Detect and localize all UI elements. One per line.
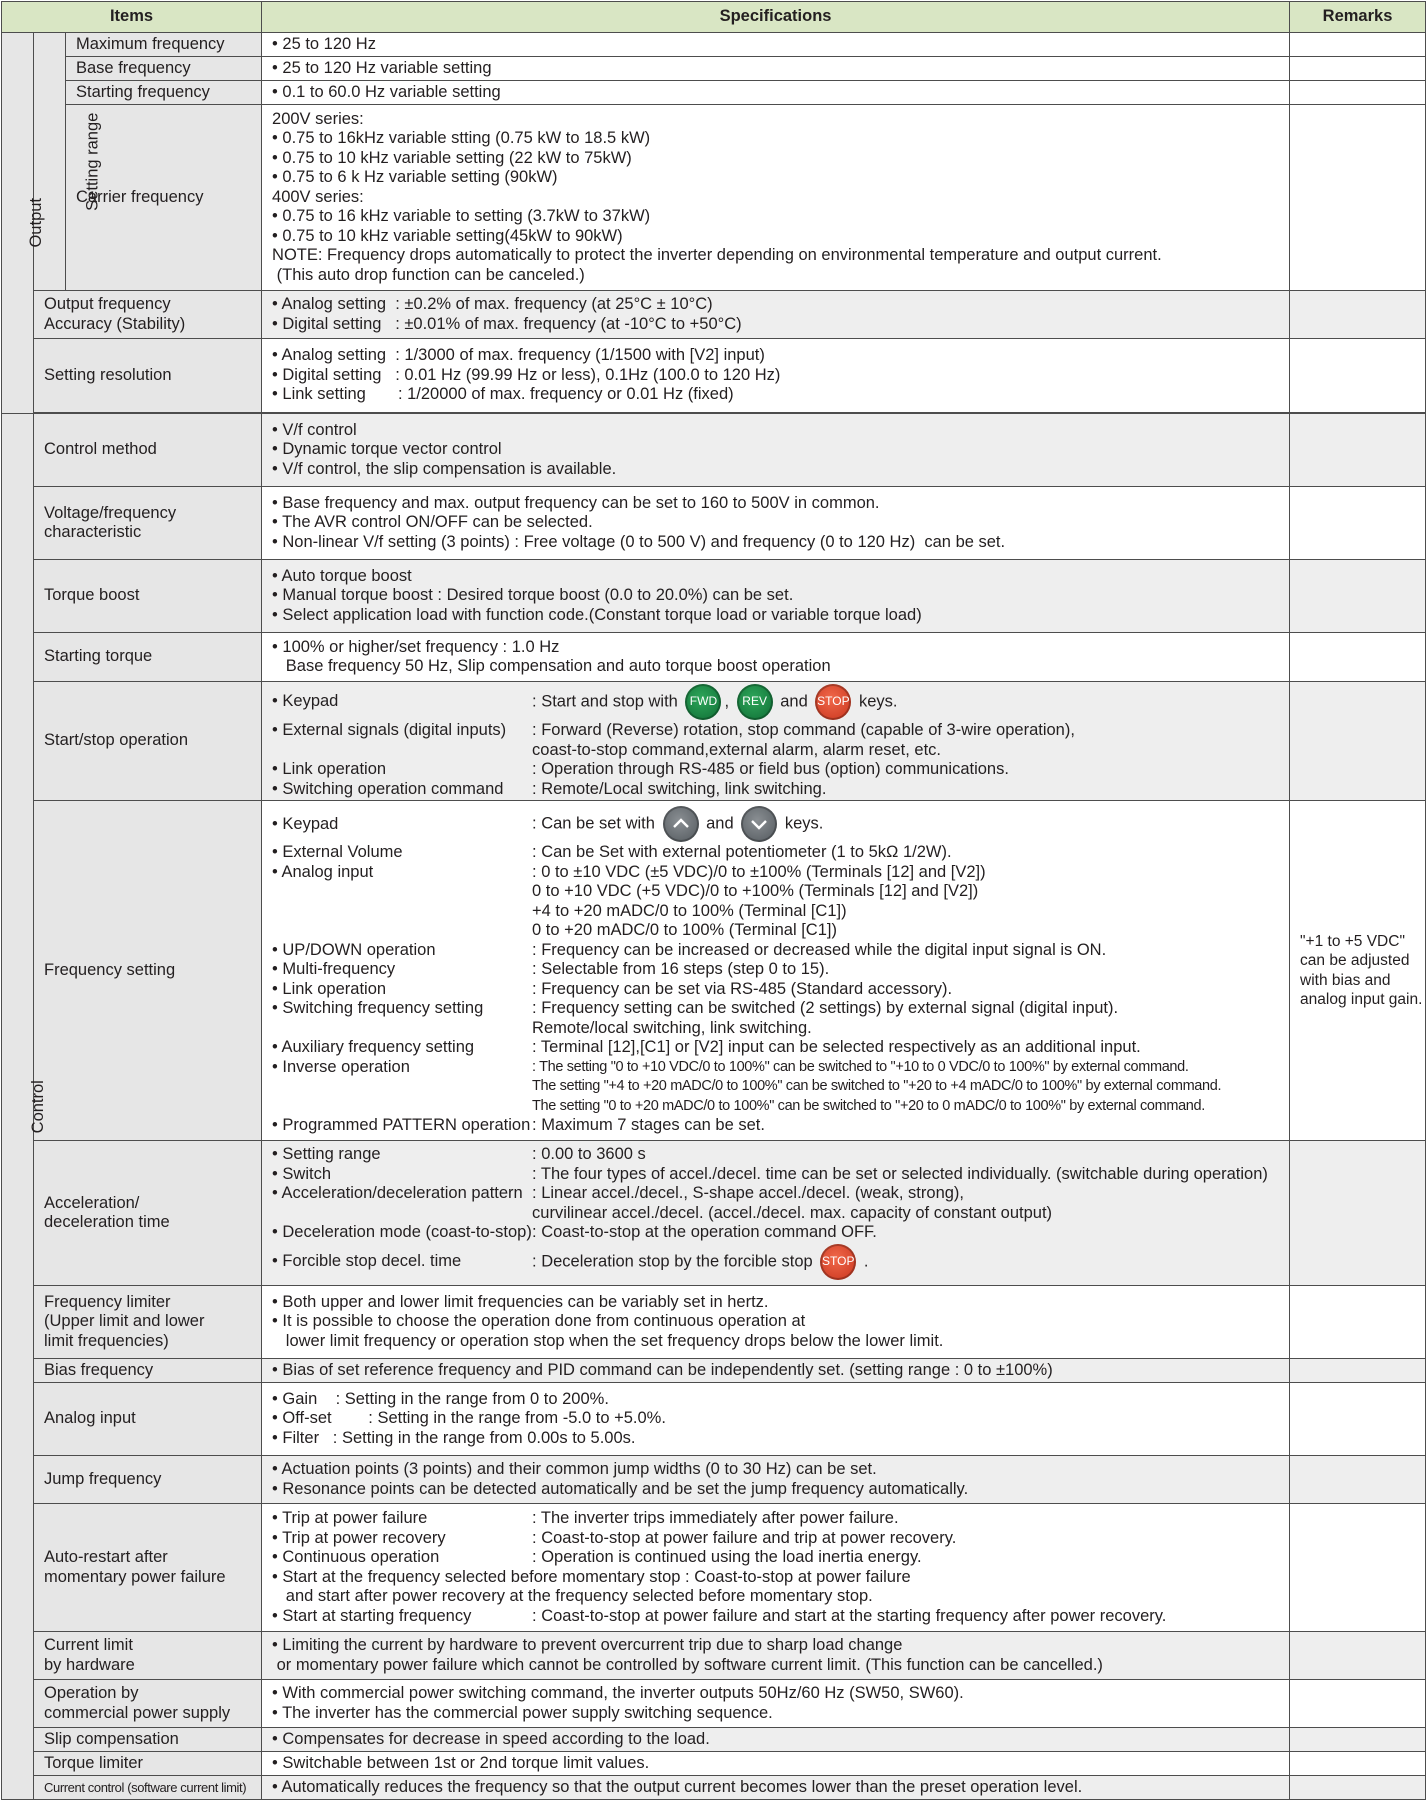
item-line: Output frequency bbox=[44, 295, 171, 313]
table-row bbox=[2, 1728, 1426, 1752]
up-arrow-icon bbox=[663, 806, 699, 842]
remark-cell bbox=[1290, 105, 1426, 291]
remark-cell bbox=[1290, 1456, 1426, 1504]
item-output-frequency-accuracy bbox=[34, 291, 262, 339]
spec-line: • 25 to 120 Hz bbox=[272, 34, 376, 53]
item-base-frequency: Base frequency bbox=[66, 57, 262, 81]
pair-value: coast-to-stop command,external alarm, alarm reset, etc. bbox=[532, 740, 942, 759]
spec-line: • Compensates for decrease in speed according to the load. bbox=[272, 1729, 710, 1748]
spec-line: • Both upper and lower limit frequencies can be variably set in hertz. bbox=[272, 1292, 769, 1311]
item-jump-frequency: Jump frequency bbox=[34, 1456, 262, 1504]
spec-line: and start after power recovery at the frequency selected before momentary stop. bbox=[272, 1587, 873, 1605]
remark-cell bbox=[1290, 1728, 1426, 1752]
spec-line: • 0.1 to 60.0 Hz variable setting bbox=[272, 82, 501, 101]
spec-line: • Off-set : Setting in the range from -5.0 to +5.0%. bbox=[272, 1409, 666, 1428]
spec-starting-frequency bbox=[262, 81, 1290, 105]
keypad-text: and bbox=[780, 692, 808, 711]
pair-key: • Continuous operation bbox=[272, 1548, 440, 1566]
pair-key: • Analog input bbox=[272, 862, 374, 881]
spec-line: 400V series: bbox=[272, 187, 364, 206]
item-line: Accuracy (Stability) bbox=[44, 314, 186, 333]
pair-row bbox=[272, 760, 1279, 780]
pair-value: : Operation is continued using the load inertia energy. bbox=[532, 1548, 922, 1566]
item-line: momentary power failure bbox=[44, 1567, 226, 1586]
spec-line: • Automatically reduces the frequency so that the output current becomes lower than the preset operation level. bbox=[272, 1777, 1083, 1796]
spec-line: • 0.75 to 10 kHz variable setting(45kW to 90kW) bbox=[272, 226, 623, 245]
pair-key: • External signals (digital inputs) bbox=[272, 721, 507, 739]
pair-row bbox=[272, 863, 1279, 883]
remark-line: analog input gain. bbox=[1300, 991, 1423, 1008]
group-control-label: Control bbox=[28, 1079, 47, 1134]
spec-bias-frequency bbox=[262, 1359, 1290, 1383]
item-line: Auto-restart after bbox=[44, 1548, 168, 1566]
spec-slip-compensation bbox=[262, 1728, 1290, 1752]
spec-line: NOTE: Frequency drops automatically to protect the inverter depending on environmental temperature and output current. bbox=[272, 246, 1162, 265]
pair-key: • Inverse operation bbox=[272, 1057, 410, 1076]
spec-current-control-software bbox=[262, 1776, 1290, 1800]
spec-line: • Bias of set reference frequency and PID command can be independently set. (setting range : 0 to ±100%) bbox=[272, 1360, 1053, 1379]
pair-value: : Maximum 7 stages can be set. bbox=[532, 1116, 765, 1135]
pair-row bbox=[272, 1184, 1279, 1204]
subgroup-setting-range bbox=[34, 33, 102, 291]
table-row bbox=[2, 105, 1426, 291]
keypad-text: : Start and stop with bbox=[532, 692, 678, 711]
pair-key: • External Volume bbox=[272, 843, 403, 862]
remark-cell bbox=[1290, 682, 1426, 801]
spec-auto-restart bbox=[262, 1504, 1290, 1632]
spec-carrier-frequency bbox=[262, 105, 1290, 291]
pair-value: : The setting "0 to +10 VDC/0 to 100%" can be switched to "+10 to 0 VDC/0 to 100%" by external command. bbox=[532, 1058, 1189, 1075]
item-maximum-frequency: Maximum frequency bbox=[66, 33, 262, 57]
item-line: Current limit bbox=[44, 1636, 133, 1654]
spec-frequency-setting bbox=[262, 801, 1290, 1141]
table-row bbox=[2, 1776, 1426, 1800]
pair-value: : Coast-to-stop at power failure and start at the starting frequency after power recovery. bbox=[532, 1606, 1167, 1625]
pair-row bbox=[272, 1548, 1279, 1568]
spec-line: • Gain : Setting in the range from 0 to 200%. bbox=[272, 1389, 609, 1408]
spec-line: • Digital setting : 0.01 Hz (99.99 Hz or less), 0.1Hz (100.0 to 120 Hz) bbox=[272, 365, 781, 384]
keypad-line bbox=[272, 805, 1279, 843]
pair-value: : The inverter trips immediately after power failure. bbox=[532, 1509, 899, 1527]
spec-line: or momentary power failure which cannot be controlled by software current limit. (This function can be cancelled.) bbox=[272, 1655, 1103, 1674]
pair-value: : Frequency can be increased or decreased while the digital input signal is ON. bbox=[532, 940, 1107, 959]
item-current-limit-hardware bbox=[34, 1632, 262, 1680]
table-row bbox=[2, 81, 1426, 105]
remark-cell bbox=[1290, 57, 1426, 81]
remark-cell bbox=[1290, 1632, 1426, 1680]
remark-line: "+1 to +5 VDC" bbox=[1300, 932, 1405, 950]
remark-cell bbox=[1290, 1680, 1426, 1728]
item-slip-compensation: Slip compensation bbox=[34, 1728, 262, 1752]
table-row bbox=[2, 1632, 1426, 1680]
spec-line: • Base frequency and max. output frequency can be set to 160 to 500V in common. bbox=[272, 493, 880, 512]
spec-line: • Start at the frequency selected before momentary stop : Coast-to-stop at power failure bbox=[272, 1567, 911, 1586]
remark-line: with bias and bbox=[1300, 971, 1391, 989]
table-row bbox=[2, 1383, 1426, 1456]
forcible-text: : Deceleration stop by the forcible stop bbox=[532, 1252, 813, 1271]
spec-line: Base frequency 50 Hz, Slip compensation and auto torque boost operation bbox=[272, 657, 831, 675]
pair-key bbox=[272, 741, 532, 761]
pair-row bbox=[272, 1204, 1279, 1224]
pair-key: • Setting range bbox=[272, 1145, 381, 1164]
pair-value: The setting "0 to +20 mADC/0 to 100%" can be switched to "+20 to 0 mADC/0 to 100%" by external command. bbox=[532, 1097, 1205, 1114]
spec-line: • V/f control, the slip compensation is available. bbox=[272, 459, 617, 478]
pair-list bbox=[272, 721, 1279, 799]
remark-line: can be adjusted bbox=[1300, 952, 1410, 969]
pair-key: • Programmed PATTERN operation bbox=[272, 1116, 531, 1135]
table-row bbox=[2, 57, 1426, 81]
group-output-label: Output bbox=[27, 198, 46, 248]
spec-line: • Select application load with function code.(Constant torque load or variable torque load) bbox=[272, 605, 922, 624]
pair-value: 0 to +20 mADC/0 to 100% (Terminal [C1]) bbox=[532, 921, 837, 940]
group-control bbox=[2, 414, 47, 1800]
pair-key: • Acceleration/deceleration pattern bbox=[272, 1184, 523, 1203]
spec-line: • Filter : Setting in the range from 0.00s to 5.00s. bbox=[272, 1428, 636, 1447]
spec-line: • Non-linear V/f setting (3 points) : Free voltage (0 to 500 V) and frequency (0 to 120 Hz) can be set. bbox=[272, 532, 1006, 551]
remark-cell bbox=[1290, 1504, 1426, 1632]
keypad-line bbox=[272, 683, 1279, 721]
pair-value: : Frequency setting can be switched (2 settings) by external signal (digital input). bbox=[532, 999, 1119, 1018]
table-row bbox=[2, 339, 1426, 413]
remark-cell bbox=[1290, 560, 1426, 633]
remark-cell bbox=[1290, 291, 1426, 339]
table-row bbox=[2, 1141, 1426, 1286]
remark-frequency-setting bbox=[1290, 801, 1426, 1141]
spec-line: • Limiting the current by hardware to prevent overcurrent trip due to sharp load change bbox=[272, 1636, 903, 1654]
remark-cell bbox=[1290, 633, 1426, 682]
keypad-text: and bbox=[706, 814, 734, 833]
pair-row bbox=[272, 1116, 1279, 1136]
header-items: Items bbox=[2, 2, 262, 33]
item-frequency-setting: Frequency setting bbox=[34, 801, 262, 1141]
pair-key: • Trip at power failure bbox=[272, 1509, 428, 1527]
table-row bbox=[2, 33, 1426, 57]
spec-line: lower limit frequency or operation stop when the set frequency drops below the lower limit. bbox=[272, 1331, 944, 1350]
pair-row bbox=[272, 843, 1279, 863]
pair-value: The setting "+4 to +20 mADC/0 to 100%" can be switched to "+20 to +4 mADC/0 to 100%" by external command. bbox=[532, 1078, 1222, 1095]
spec-line: • Resonance points can be detected automatically and be set the jump frequency automatically. bbox=[272, 1479, 969, 1498]
remark-cell bbox=[1290, 1383, 1426, 1456]
pair-value: : Remote/Local switching, link switching. bbox=[532, 779, 827, 798]
spec-acceleration-deceleration-time bbox=[262, 1141, 1290, 1286]
pair-list bbox=[272, 843, 1279, 1136]
table-row bbox=[2, 1504, 1426, 1632]
pair-row bbox=[272, 921, 1279, 941]
remark-cell bbox=[1290, 1359, 1426, 1383]
keypad-text: keys. bbox=[784, 814, 824, 833]
spec-line: 200V series: bbox=[272, 109, 364, 128]
down-arrow-icon bbox=[741, 806, 777, 842]
spec-line: • With commercial power switching command, the inverter outputs 50Hz/60 Hz (SW50, SW60). bbox=[272, 1684, 964, 1702]
pair-value: +4 to +20 mADC/0 to 100% (Terminal [C1]) bbox=[532, 901, 847, 920]
spec-control-method bbox=[262, 414, 1290, 487]
spec-line: • Dynamic torque vector control bbox=[272, 440, 502, 459]
pair-value: : Frequency can be set via RS-485 (Standard accessory). bbox=[532, 979, 953, 998]
spec-starting-torque bbox=[262, 633, 1290, 682]
pair-row bbox=[272, 1223, 1279, 1243]
item-line: by hardware bbox=[44, 1655, 135, 1674]
pair-key bbox=[272, 882, 532, 902]
pair-value: : Coast-to-stop at the operation command OFF. bbox=[532, 1223, 877, 1242]
item-carrier-frequency: Carrier frequency bbox=[66, 105, 262, 291]
item-commercial-power bbox=[34, 1680, 262, 1728]
item-acceleration-deceleration-time bbox=[34, 1141, 262, 1286]
table-row bbox=[2, 1752, 1426, 1776]
pair-list bbox=[272, 1145, 1279, 1243]
table-row bbox=[2, 1359, 1426, 1383]
spec-line: • Analog setting : ±0.2% of max. frequency (at 25°C ± 10°C) bbox=[272, 295, 713, 313]
keypad-text: : Can be set with bbox=[532, 814, 655, 833]
pair-key bbox=[272, 1097, 532, 1117]
table-row bbox=[2, 291, 1426, 339]
item-analog-input: Analog input bbox=[34, 1383, 262, 1456]
remark-cell bbox=[1290, 339, 1426, 413]
item-control-method: Control method bbox=[34, 414, 262, 487]
pair-key: • UP/DOWN operation bbox=[272, 940, 436, 959]
pair-row bbox=[272, 1529, 1279, 1549]
pair-key: • Switching frequency setting bbox=[272, 999, 484, 1018]
item-starting-torque: Starting torque bbox=[34, 633, 262, 682]
spec-torque-boost bbox=[262, 560, 1290, 633]
pair-row bbox=[272, 1038, 1279, 1058]
pair-key: • Forcible stop decel. time bbox=[272, 1252, 462, 1270]
pair-value: : Can be Set with external potentiometer (1 to 5kΩ 1/2W). bbox=[532, 843, 952, 862]
item-bias-frequency: Bias frequency bbox=[34, 1359, 262, 1383]
pair-key bbox=[272, 1204, 532, 1224]
pair-value bbox=[532, 806, 1279, 842]
remark-cell bbox=[1290, 33, 1426, 57]
specifications-table bbox=[1, 1, 1426, 1800]
pair-value: : Forward (Reverse) rotation, stop command (capable of 3-wire operation), bbox=[532, 721, 1075, 739]
spec-line: • The inverter has the commercial power supply switching sequence. bbox=[272, 1703, 773, 1722]
pair-key: • Keypad bbox=[272, 692, 339, 711]
pair-key: • Link operation bbox=[272, 760, 387, 778]
pair-key: • Auxiliary frequency setting bbox=[272, 1038, 475, 1057]
pair-value: 0 to +10 VDC (+5 VDC)/0 to +100% (Terminals [12] and [V2]) bbox=[532, 882, 979, 901]
spec-base-frequency bbox=[262, 57, 1290, 81]
forcible-stop-line bbox=[272, 1243, 1279, 1281]
pair-row bbox=[272, 941, 1279, 961]
pair-value: : Linear accel./decel., S-shape accel./decel. (weak, strong), bbox=[532, 1184, 964, 1203]
pair-value: : Coast-to-stop at power failure and trip at power recovery. bbox=[532, 1528, 957, 1547]
spec-line: • Link setting : 1/20000 of max. frequency or 0.01 Hz (fixed) bbox=[272, 385, 734, 404]
table-row bbox=[2, 1456, 1426, 1504]
pair-value: : 0.00 to 3600 s bbox=[532, 1145, 646, 1164]
keypad-text: , bbox=[724, 692, 730, 711]
spec-frequency-limiter bbox=[262, 1286, 1290, 1359]
item-line: Operation by bbox=[44, 1684, 139, 1702]
fwd-key-icon: FWD bbox=[685, 684, 721, 720]
pair-row bbox=[272, 960, 1279, 980]
subgroup-setting-range-label: Setting range bbox=[83, 112, 102, 211]
spec-output-frequency-accuracy bbox=[262, 291, 1290, 339]
item-line: limit frequencies) bbox=[44, 1331, 169, 1350]
item-torque-limiter: Torque limiter bbox=[34, 1752, 262, 1776]
spec-line: (This auto drop function can be canceled.) bbox=[272, 265, 585, 284]
spec-line: • 0.75 to 16kHz variable stting (0.75 kW to 18.5 kW) bbox=[272, 129, 651, 148]
item-line: characteristic bbox=[44, 523, 142, 541]
remark-cell bbox=[1290, 1286, 1426, 1359]
pair-key bbox=[272, 902, 532, 922]
spec-line: • 0.75 to 16 kHz variable to setting (3.7kW to 37kW) bbox=[272, 207, 651, 226]
table-row bbox=[2, 487, 1426, 560]
spec-start-stop-operation bbox=[262, 682, 1290, 801]
pair-value: : Terminal [12],[C1] or [V2] input can be selected respectively as an additional input. bbox=[532, 1038, 1141, 1057]
item-voltage-frequency bbox=[34, 487, 262, 560]
item-line: Acceleration/ bbox=[44, 1193, 140, 1212]
keypad-text: keys. bbox=[858, 692, 898, 711]
pair-key: • Switching operation command bbox=[272, 779, 504, 798]
item-line: Frequency limiter bbox=[44, 1292, 171, 1311]
table-header-row bbox=[2, 2, 1426, 33]
table-row bbox=[2, 801, 1426, 1141]
pair-key bbox=[272, 1019, 532, 1039]
table-row bbox=[2, 1680, 1426, 1728]
pair-key: • Link operation bbox=[272, 979, 387, 998]
pair-row bbox=[272, 1077, 1279, 1097]
pair-key: • Switch bbox=[272, 1164, 331, 1183]
table-row bbox=[2, 633, 1426, 682]
pair-row bbox=[272, 999, 1279, 1019]
pair-row bbox=[272, 1509, 1279, 1529]
item-line: Voltage/frequency bbox=[44, 503, 177, 522]
pair-key bbox=[272, 921, 532, 941]
item-start-stop-operation: Start/stop operation bbox=[34, 682, 262, 801]
spec-line: • Auto torque boost bbox=[272, 566, 412, 585]
stop-key-icon: STOP bbox=[815, 684, 851, 720]
spec-torque-limiter bbox=[262, 1752, 1290, 1776]
remark-cell bbox=[1290, 1141, 1426, 1286]
item-starting-frequency: Starting frequency bbox=[66, 81, 262, 105]
stop-key-icon: STOP bbox=[820, 1244, 856, 1280]
pair-row bbox=[272, 1019, 1279, 1039]
spec-line: • The AVR control ON/OFF can be selected. bbox=[272, 513, 593, 532]
pair-value: : Selectable from 16 steps (step 0 to 15). bbox=[532, 960, 830, 979]
pair-value: : The four types of accel./decel. time can be set or selected individually. (switchable during operation) bbox=[532, 1164, 1268, 1183]
spec-line: • Analog setting : 1/3000 of max. frequency (1/1500 with [V2] input) bbox=[272, 346, 765, 365]
spec-setting-resolution bbox=[262, 339, 1290, 413]
spec-voltage-frequency bbox=[262, 487, 1290, 560]
pair-row bbox=[272, 882, 1279, 902]
pair-row bbox=[272, 1058, 1279, 1078]
pair-row bbox=[272, 1097, 1279, 1117]
pair-value: Remote/local switching, link switching. bbox=[532, 1018, 812, 1037]
pair-value: : Operation through RS-485 or field bus (option) communications. bbox=[532, 760, 1009, 778]
item-line: commercial power supply bbox=[44, 1703, 231, 1722]
pair-key: • Start at starting frequency bbox=[272, 1606, 472, 1625]
table-row bbox=[2, 560, 1426, 633]
pair-row bbox=[272, 980, 1279, 1000]
remark-cell bbox=[1290, 1752, 1426, 1776]
remark-cell bbox=[1290, 81, 1426, 105]
header-remarks: Remarks bbox=[1290, 2, 1426, 33]
forcible-text: . bbox=[863, 1252, 869, 1271]
pair-row bbox=[272, 741, 1279, 761]
pair-list bbox=[272, 1509, 1279, 1568]
rev-key-icon: REV bbox=[737, 684, 773, 720]
pair-key: • Deceleration mode (coast-to-stop) bbox=[272, 1223, 532, 1242]
table-row bbox=[2, 1286, 1426, 1359]
spec-line: • Digital setting : ±0.01% of max. frequency (at -10°C to +50°C) bbox=[272, 314, 742, 333]
pair-value bbox=[532, 684, 1279, 720]
spec-current-limit-hardware bbox=[262, 1632, 1290, 1680]
remark-cell bbox=[1290, 1776, 1426, 1800]
pair-value bbox=[532, 1244, 1279, 1280]
spec-line: • 0.75 to 10 kHz variable setting (22 kW to 75kW) bbox=[272, 148, 632, 167]
spec-line: • Switchable between 1st or 2nd torque limit values. bbox=[272, 1753, 650, 1772]
item-auto-restart bbox=[34, 1504, 262, 1632]
spec-line: • Manual torque boost : Desired torque boost (0.0 to 20.0%) can be set. bbox=[272, 586, 794, 605]
pair-key bbox=[272, 1077, 532, 1097]
spec-line: • V/f control bbox=[272, 420, 357, 439]
spec-line: • Actuation points (3 points) and their common jump widths (0 to 30 Hz) can be set. bbox=[272, 1460, 877, 1478]
spec-jump-frequency bbox=[262, 1456, 1290, 1504]
item-frequency-limiter bbox=[34, 1286, 262, 1359]
spec-line: • 100% or higher/set frequency : 1.0 Hz bbox=[272, 637, 560, 656]
header-specifications: Specifications bbox=[262, 2, 1290, 33]
pair-value: : 0 to ±10 VDC (±5 VDC)/0 to ±100% (Terminals [12] and [V2]) bbox=[532, 862, 986, 881]
pair-key: • Multi-frequency bbox=[272, 960, 396, 979]
item-setting-resolution: Setting resolution bbox=[34, 339, 262, 413]
pair-row bbox=[272, 721, 1279, 741]
remark-cell bbox=[1290, 487, 1426, 560]
spec-line: • 0.75 to 6 k Hz variable setting (90kW) bbox=[272, 168, 558, 187]
remark-cell bbox=[1290, 414, 1426, 487]
table-row bbox=[2, 414, 1426, 487]
spec-maximum-frequency bbox=[262, 33, 1290, 57]
pair-row bbox=[272, 1165, 1279, 1185]
item-line: (Upper limit and lower bbox=[44, 1312, 205, 1331]
pair-key: • Trip at power recovery bbox=[272, 1528, 446, 1547]
pair-row bbox=[272, 780, 1279, 800]
spec-analog-input bbox=[262, 1383, 1290, 1456]
item-torque-boost: Torque boost bbox=[34, 560, 262, 633]
spec-line: • 25 to 120 Hz variable setting bbox=[272, 58, 492, 77]
pair-row bbox=[272, 902, 1279, 922]
table-row bbox=[2, 682, 1426, 801]
pair-value: curvilinear accel./decel. (accel./decel. max. capacity of constant output) bbox=[532, 1203, 1053, 1222]
pair-row bbox=[272, 1607, 1279, 1627]
group-output bbox=[2, 33, 46, 414]
pair-key: • Keypad bbox=[272, 814, 339, 833]
item-line: deceleration time bbox=[44, 1213, 170, 1231]
item-current-control-software: Current control (software current limit) bbox=[34, 1776, 262, 1800]
pair-row bbox=[272, 1145, 1279, 1165]
spec-line: • It is possible to choose the operation done from continuous operation at bbox=[272, 1312, 806, 1331]
spec-commercial-power bbox=[262, 1680, 1290, 1728]
